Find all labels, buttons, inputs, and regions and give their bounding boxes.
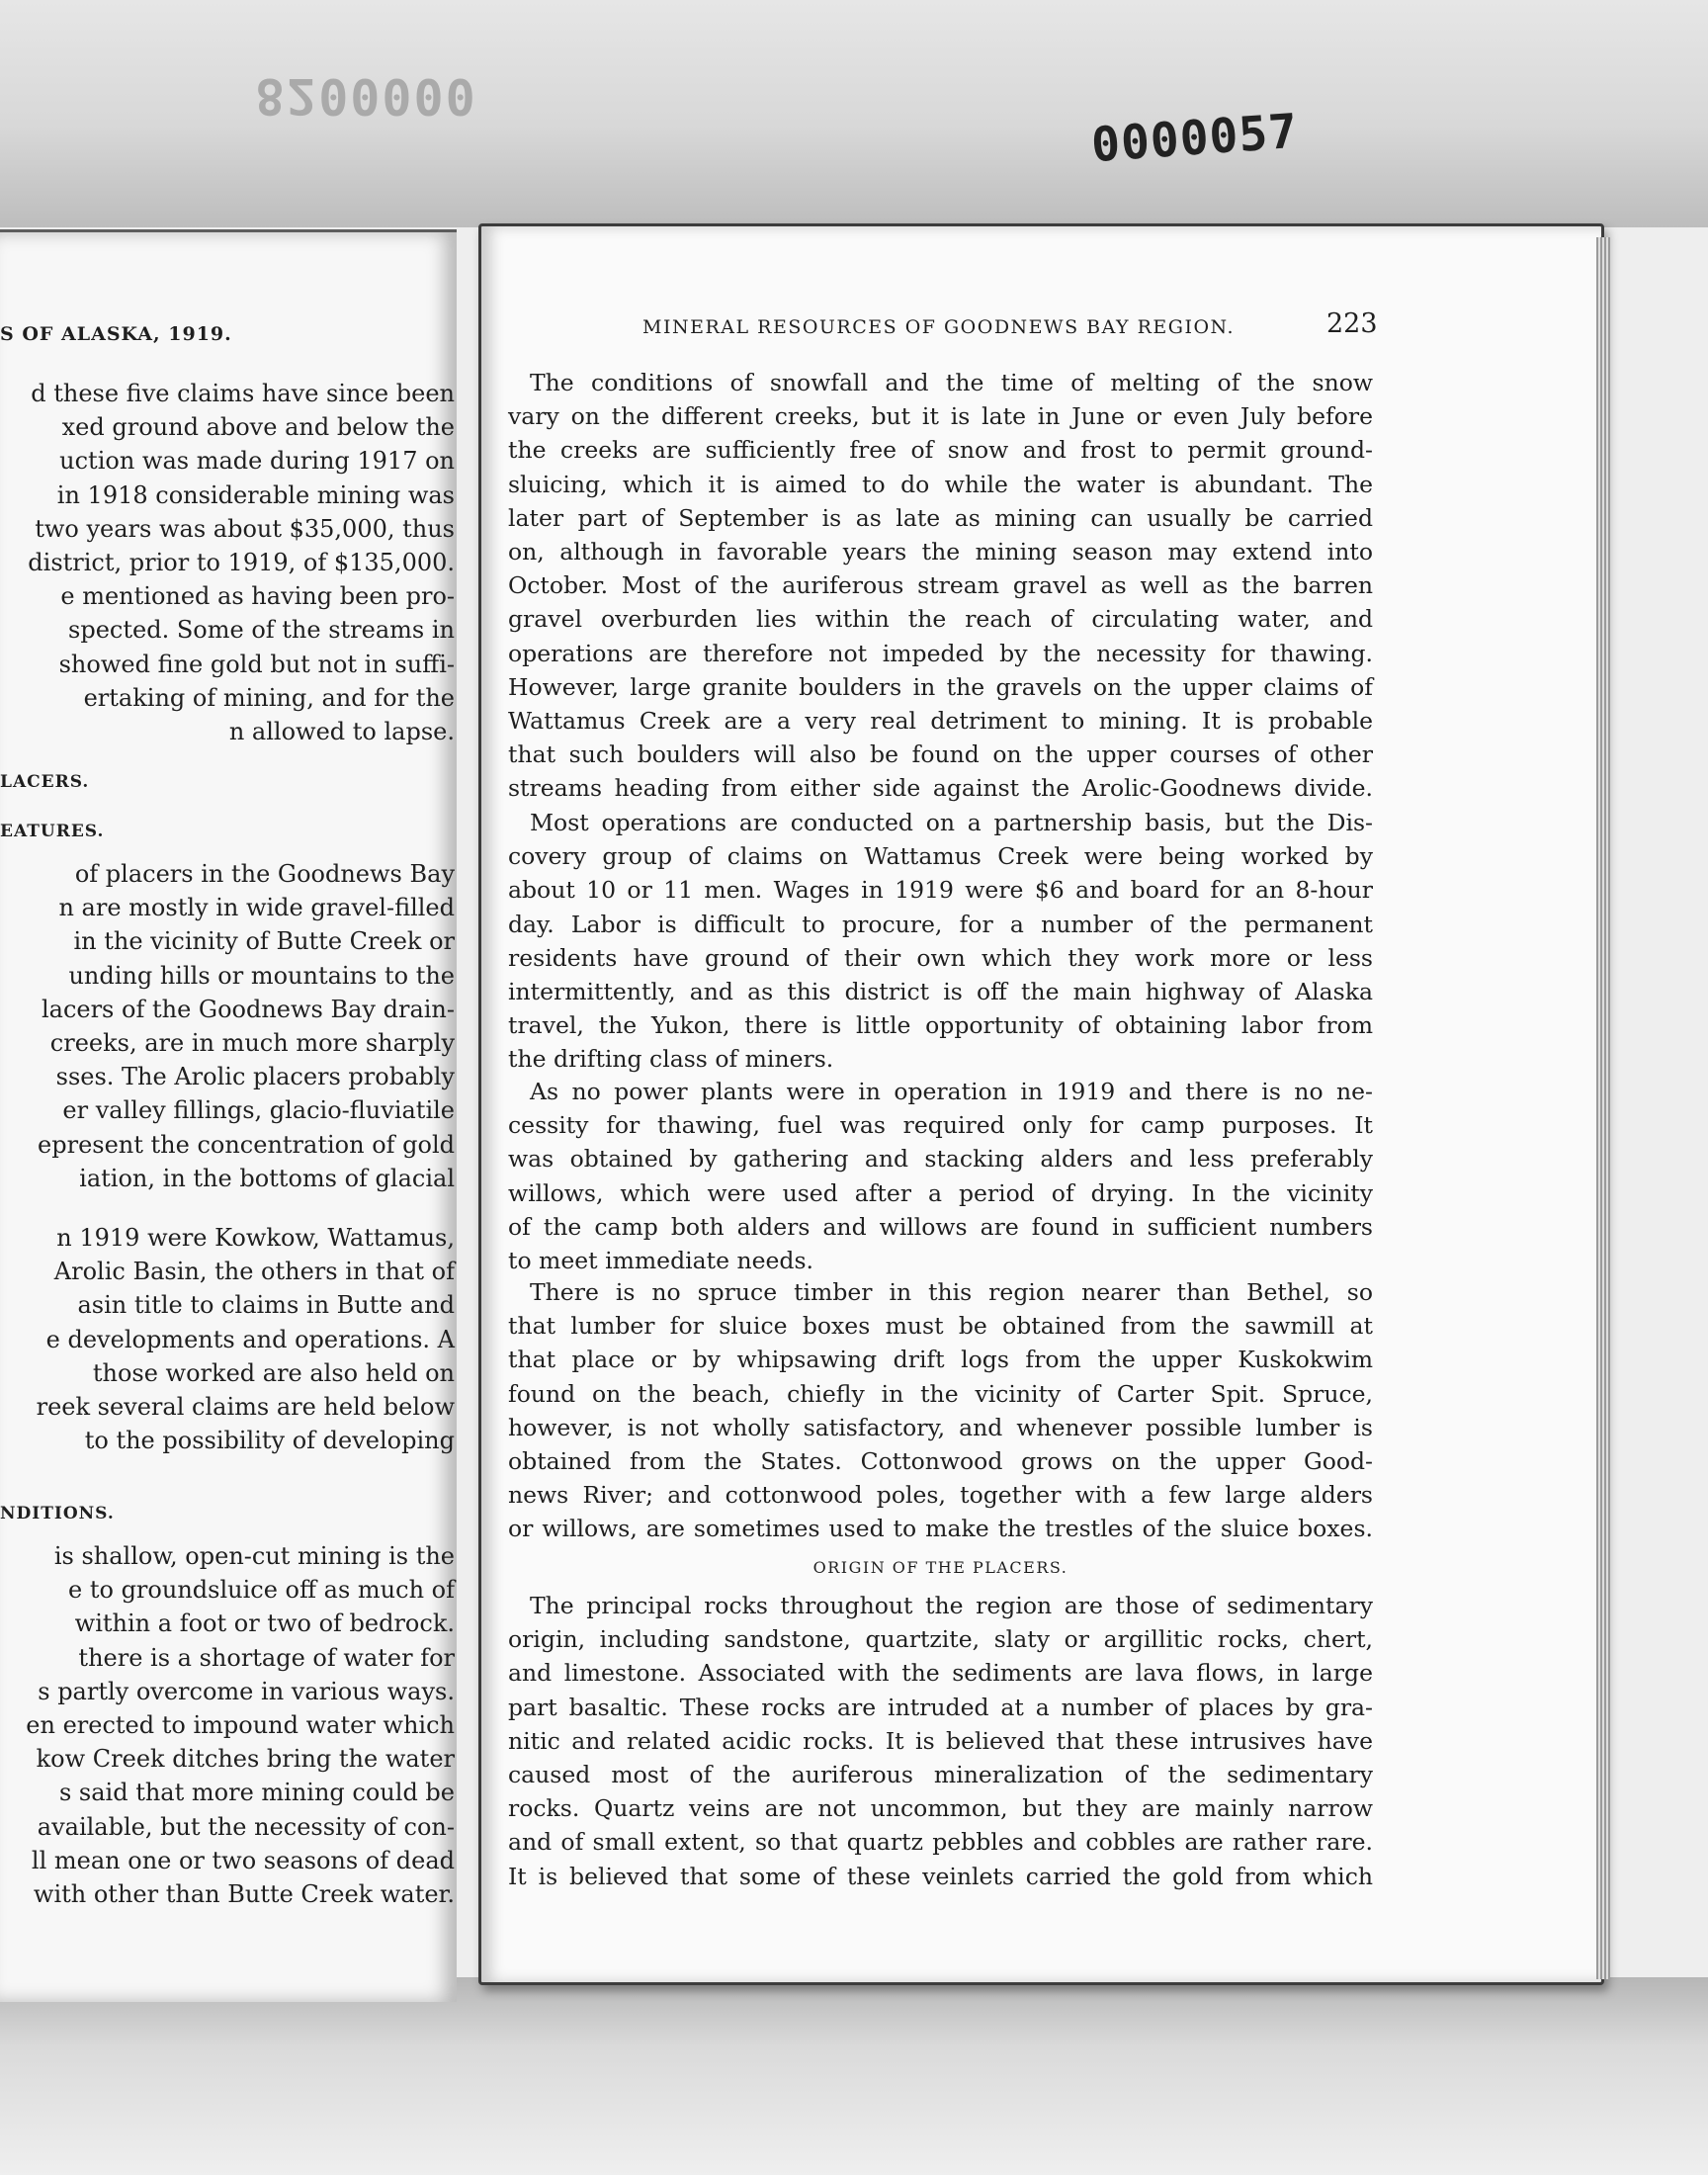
text-line: Arolic Basin, the others in that of — [53, 1258, 455, 1286]
text-line: reek several claims are held below — [36, 1393, 455, 1421]
text-line: covery group of claims on Wattamus Creek were being worked by — [508, 842, 1373, 871]
text-line: about 10 or 11 men. Wages in 1919 were $6 and board for an 8-hour — [508, 876, 1373, 905]
text-line: creeks, are in much more sharply — [49, 1029, 455, 1057]
text-line: on, although in favorable years the mining season may extend into — [508, 538, 1373, 566]
text-line: The conditions of snowfall and the time of melting of the snow — [530, 369, 1373, 396]
text-line: uction was made during 1917 on — [59, 447, 455, 476]
text-line: n 1919 were Kowkow, Wattamus, — [56, 1224, 455, 1252]
text-line: was obtained by gathering and stacking alders and less preferably — [508, 1145, 1373, 1174]
text-line: sluicing, which it is aimed to do while the water is abundant. The — [508, 470, 1373, 498]
text-line: obtained from the States. Cottonwood grows on the upper Good- — [508, 1447, 1373, 1475]
text-line: in the vicinity of Butte Creek or — [73, 927, 455, 956]
text-line: and limestone. Associated with the sediments are lava flows, in large — [508, 1659, 1373, 1688]
text-line: rocks. Quartz veins are not uncommon, but they are mainly narrow — [508, 1794, 1373, 1823]
text-line: caused most of the auriferous mineralization of the sedimentary — [508, 1761, 1373, 1788]
text-line: n allowed to lapse. — [228, 718, 455, 745]
text-line: later part of September is as late as mining can usually be carried — [508, 503, 1373, 532]
text-line: sses. The Arolic placers probably — [55, 1063, 455, 1091]
text-line: kow Creek ditches bring the water — [36, 1745, 455, 1774]
text-line: to meet immediate needs. — [508, 1247, 813, 1274]
text-line: lacers of the Goodnews Bay drain- — [41, 995, 455, 1023]
text-line: e developments and operations. A — [45, 1325, 455, 1353]
text-line: is shallow, open-cut mining is the — [53, 1542, 455, 1570]
text-line: It is believed that some of these veinlets carried the gold from which — [508, 1862, 1373, 1890]
text-line: the creeks are sufficiently free of snow and frost to permit ground- — [508, 436, 1373, 465]
text-line: e mentioned as having been pro- — [60, 582, 455, 611]
text-line: intermittently, and as this district is off the main highway of Alaska — [508, 978, 1373, 1005]
text-line: er valley fillings, glacio-fluviatile — [62, 1096, 455, 1125]
text-line: that such boulders will also be found on the upper courses of other — [508, 740, 1373, 769]
text-line: However, large granite boulders in the gravels on the upper claims of — [508, 672, 1373, 701]
text-line: or willows, are sometimes used to make the trestles of the sluice boxes. — [508, 1515, 1373, 1543]
text-line: that lumber for sluice boxes must be obtained from the sawmill at — [508, 1312, 1373, 1341]
text-line: with other than Butte Creek water. — [33, 1880, 455, 1908]
text-line: Most operations are conducted on a partnership basis, but the Dis- — [530, 809, 1373, 836]
page-stack-edge — [1596, 237, 1610, 1979]
text-line: epresent the concentration of gold — [38, 1130, 455, 1159]
text-line: of the camp both alders and willows are found in sufficient numbers — [508, 1212, 1373, 1241]
text-line: to the possibility of developing — [84, 1427, 455, 1455]
section-heading-origin: ORIGIN OF THE PLACERS. — [812, 1558, 1068, 1577]
text-line: residents have ground of their own which they work more or less — [508, 943, 1373, 972]
text-line: origin, including sandstone, quartzite, slaty or argillitic rocks, chert, — [508, 1625, 1373, 1654]
text-line: gravel overburden lies within the reach of circulating water, and — [508, 605, 1373, 634]
text-line: The principal rocks throughout the region are those of sedimentary — [530, 1592, 1373, 1619]
text-line: s said that more mining could be — [58, 1779, 455, 1807]
left-page — [0, 229, 457, 2002]
bleed-through-stamp: 8200000 — [255, 67, 477, 125]
text-line: two years was about $35,000, thus — [35, 514, 455, 543]
text-line: d these five claims have since been — [31, 380, 455, 407]
text-line: s partly overcome in various ways. — [38, 1677, 455, 1705]
text-line: there is a shortage of water for — [78, 1643, 455, 1672]
text-line: willows, which were used after a period of drying. In the vicinity — [508, 1178, 1373, 1207]
page-number: 223 — [1326, 308, 1378, 339]
text-line: en erected to impound water which — [26, 1711, 455, 1739]
text-line: the drifting class of miners. — [508, 1045, 834, 1074]
text-line: spected. Some of the streams in — [68, 616, 455, 645]
text-line: asin title to claims in Butte and — [77, 1291, 455, 1320]
left-section-heading: LACERS. — [0, 772, 90, 792]
text-line: As no power plants were in operation in 1919 and there is no ne- — [530, 1078, 1373, 1105]
text-line: that place or by whipsawing drift logs from the upper Kuskokwim — [508, 1346, 1373, 1374]
text-line: available, but the necessity of con- — [37, 1812, 455, 1841]
text-line: n are mostly in wide gravel-filled — [58, 894, 455, 922]
text-line: ll mean one or two seasons of dead — [31, 1846, 455, 1874]
left-running-head: S OF ALASKA, 1919. — [0, 323, 232, 345]
text-line: district, prior to 1919, of $135,000. — [28, 549, 455, 576]
text-line: within a foot or two of bedrock. — [74, 1610, 455, 1638]
text-line: Wattamus Creek are a very real detriment to mining. It is probable — [508, 707, 1373, 735]
running-head: MINERAL RESOURCES OF GOODNEWS BAY REGION. — [642, 316, 1236, 338]
text-line: part basaltic. These rocks are intruded at a number of places by gra- — [508, 1693, 1373, 1721]
text-line: of placers in the Goodnews Bay — [74, 860, 455, 888]
text-line: vary on the different creeks, but it is late in June or even July before — [508, 402, 1373, 431]
text-line: ertaking of mining, and for the — [83, 683, 455, 712]
text-line: cessity for thawing, fuel was required only for camp purposes. It — [508, 1111, 1373, 1140]
text-line: unding hills or mountains to the — [68, 961, 455, 990]
text-line: day. Labor is difficult to procure, for a number of the permanent — [508, 910, 1373, 938]
text-line: nitic and related acidic rocks. It is believed that these intrusives have — [508, 1726, 1373, 1755]
text-line: however, is not wholly satisfactory, and whenever possible lumber is — [508, 1413, 1373, 1441]
text-line: in 1918 considerable mining was — [56, 480, 455, 509]
left-subsection-heading: EATURES. — [0, 822, 105, 841]
left-subsection-heading-conditions: NDITIONS. — [0, 1504, 115, 1523]
text-line: news River; and cottonwood poles, together with a few large alders — [508, 1481, 1373, 1510]
text-line: xed ground above and below the — [61, 413, 455, 442]
text-line: showed fine gold but not in suffi- — [58, 650, 455, 678]
text-line: operations are therefore not impeded by the necessity for thawing. — [508, 639, 1373, 667]
text-line: those worked are also held on — [92, 1358, 455, 1387]
text-line: found on the beach, chiefly in the vicinity of Carter Spit. Spruce, — [508, 1379, 1373, 1408]
text-line: e to groundsluice off as much of — [68, 1576, 455, 1605]
document-number-stamp: 0000057 — [1089, 103, 1300, 174]
scan-background-bottom — [0, 1977, 1708, 2175]
text-line: streams heading from either side against the Arolic-Goodnews divide. — [508, 774, 1373, 803]
text-line: iation, in the bottoms of glacial — [79, 1164, 455, 1192]
text-line: travel, the Yukon, there is little opportunity of obtaining labor from — [508, 1011, 1373, 1040]
text-line: There is no spruce timber in this region nearer than Bethel, so — [530, 1278, 1373, 1306]
text-line: and of small extent, so that quartz pebbles and cobbles are rather rare. — [508, 1828, 1373, 1857]
text-line: October. Most of the auriferous stream gravel as well as the barren — [508, 571, 1373, 600]
